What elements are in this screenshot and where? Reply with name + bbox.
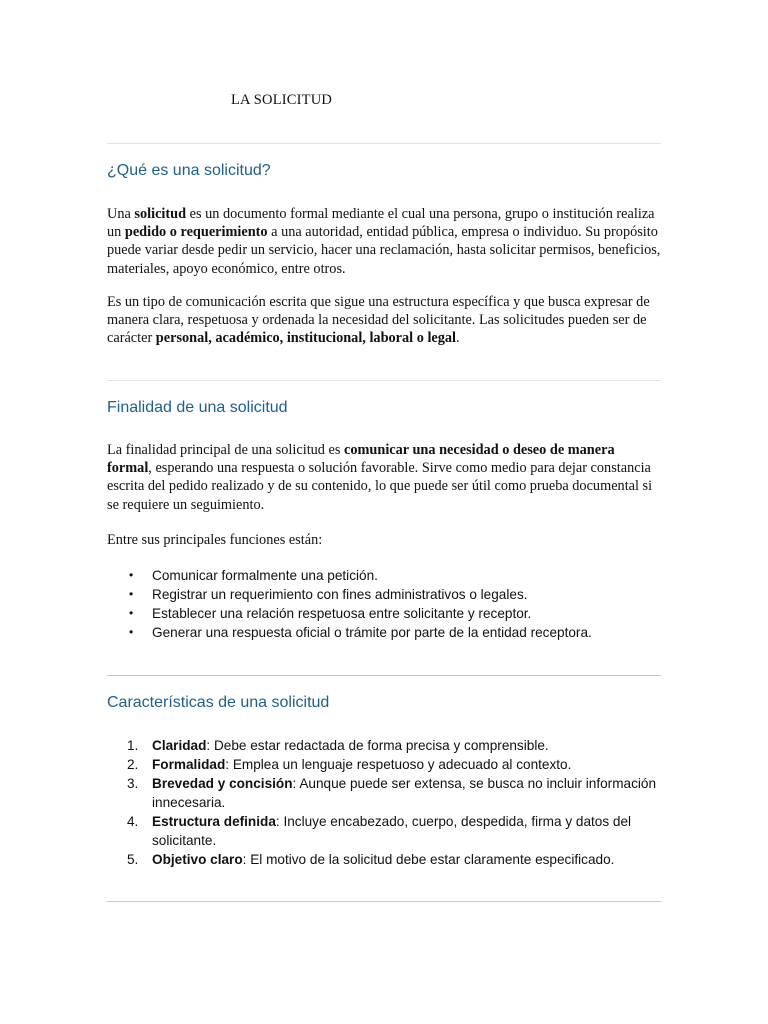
heading-finalidad: Finalidad de una solicitud [107, 399, 288, 416]
bullet-marker: • [129, 587, 134, 601]
section-divider [107, 380, 661, 381]
list-item: 3. Brevedad y concisión: Aunque puede ser extensa, se busca no incluir información innecesaria. [127, 776, 657, 810]
paragraph-purpose: La finalidad principal de una solicitud es comunicar una necesidad o deseo de manera formal, esperando una respuesta o solución favorable. Sirve como medio para dejar constancia escrita del pedido realizado y de su contenido, lo que puede ser útil como prueba documental si se requiere un seguimiento. [107, 442, 653, 513]
bold-term: personal, académico, institucional, laboral o legal [155, 330, 457, 347]
list-item: • Registrar un requerimiento con fines administrativos o legales. [129, 587, 528, 602]
list-number: 5. [127, 852, 139, 867]
list-item: • Comunicar formalmente una petición. [129, 568, 378, 583]
functions-list [107, 566, 661, 642]
section-divider [107, 143, 661, 144]
heading-caracteristicas: Características de una solicitud [107, 694, 330, 711]
list-item: • Establecer una relación respetuosa entre solicitante y receptor. [129, 606, 532, 621]
paragraph-definition: Una solicitud es un documento formal mediante el cual una persona, grupo o institución realiza un pedido o requerimiento a una autoridad, entidad pública, empresa o individuo. Su propósito puede variar desde pedir un servicio, hacer una reclamación, hasta solicitar permisos, beneficios, materiales, apoyo económico, entre otros. [107, 206, 661, 277]
paragraph-communication-type: Es un tipo de comunicación escrita que sigue una estructura específica y que busca expresar de manera clara, respetuosa y ordenada la necesidad del solicitante. Las solicitudes pueden ser de carácter personal, académico, institucional, laboral o legal. [107, 294, 650, 347]
bold-term: solicitud [134, 206, 187, 222]
bold-term: pedido o requerimiento [124, 224, 268, 241]
bold-term: comunicar una necesidad o deseo de manera formal [107, 442, 615, 477]
list-item: 2. Formalidad: Emplea un lenguaje respetuoso y adecuado al contexto. [127, 757, 572, 772]
bullet-marker: • [129, 625, 134, 639]
list-item: 5. Objetivo claro: El motivo de la solicitud debe estar claramente especificado. [127, 852, 615, 867]
paragraph-functions-intro: Entre sus principales funciones están: [107, 532, 323, 548]
list-number: 3. [127, 776, 139, 791]
list-number: 4. [127, 814, 139, 829]
list-item: • Generar una respuesta oficial o trámite por parte de la entidad receptora. [129, 625, 592, 640]
list-number: 2. [127, 757, 139, 772]
list-number: 1. [127, 738, 139, 753]
characteristics-list [107, 736, 661, 869]
bullet-marker: • [129, 606, 134, 620]
section-divider [107, 901, 661, 902]
document-title: LA SOLICITUD [231, 92, 333, 108]
bullet-marker: • [129, 568, 134, 582]
section-divider [107, 675, 661, 676]
list-item: 4. Estructura definida: Incluye encabezado, cuerpo, despedida, firma y datos del solicitante. [127, 814, 632, 848]
heading-que-es: ¿Qué es una solicitud? [107, 162, 271, 179]
list-item: 1. Claridad: Debe estar redactada de forma precisa y comprensible. [127, 738, 549, 753]
